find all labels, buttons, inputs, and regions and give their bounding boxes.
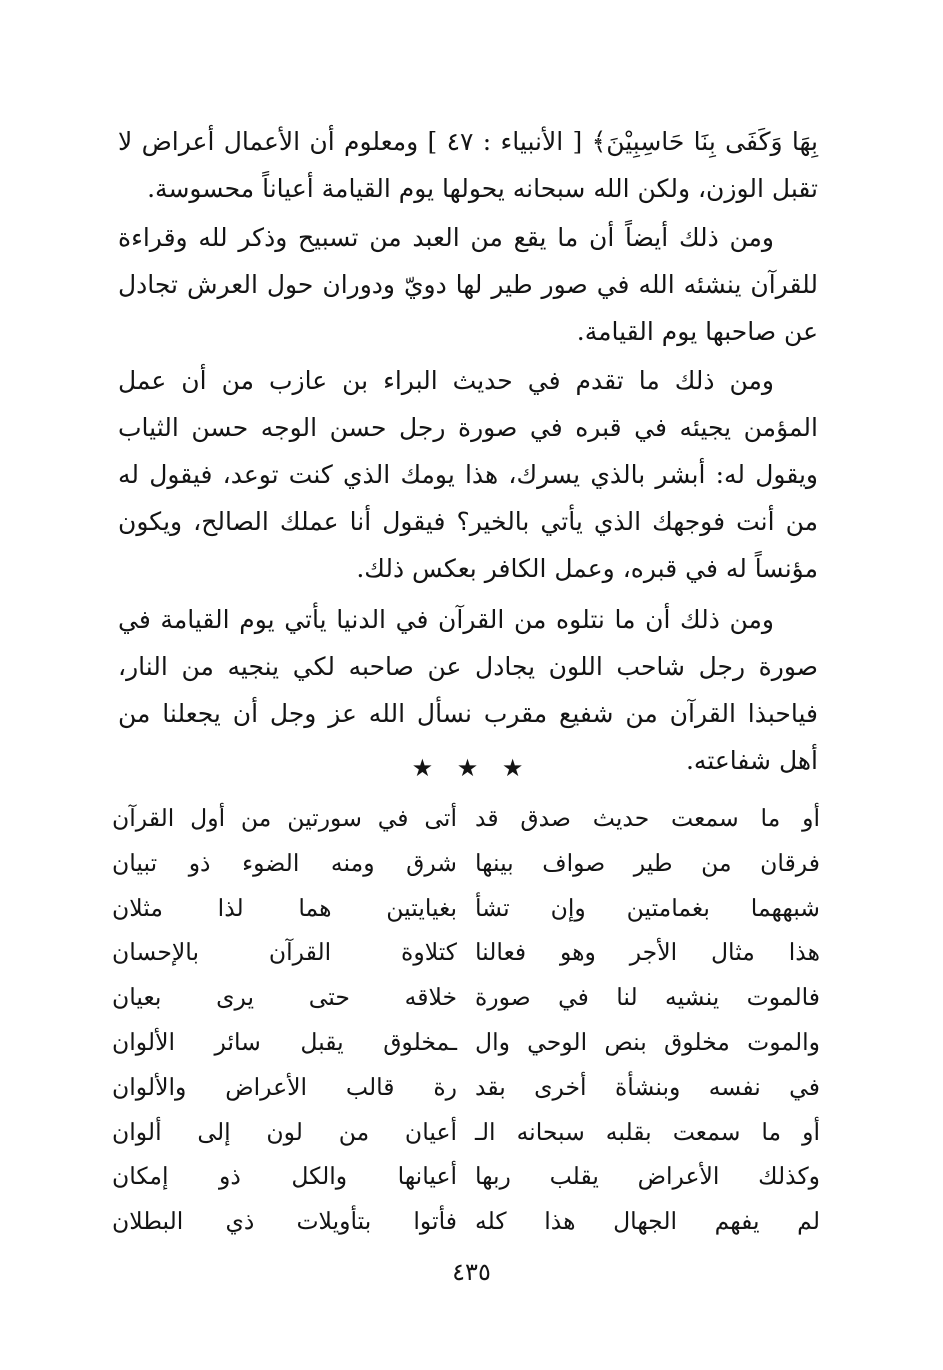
paragraph-4: ومن ذلك أن ما نتلوه من القرآن في الدنيا يأتي يوم القيامة في صورة رجل شاحب اللون يجادل عن صاحبه لكي ينجيه من النار، فياحبذا القرآن من شفيع مقرب نسأل الله عز وجل أن يجعلنا من أهل شفاعته. (118, 605, 818, 775)
verse (112, 1020, 820, 1065)
verse-second-hemistich: ـمخلوق يقبل سائر الألوان (112, 1027, 457, 1056)
verse-second-hemistich: أعيانها والكل ذو إمكان (112, 1162, 457, 1191)
verse-second-hemistich: خلاقه حتى يرى بعيان (112, 983, 457, 1012)
verse (112, 975, 820, 1020)
verse-second-hemistich: شرق ومنه الضوء ذو تبيان (112, 848, 457, 877)
verse (112, 841, 820, 886)
verse-first-hemistich: فرقان من طير صواف بينها (475, 848, 820, 877)
paragraph-1: بِهَا وَكَفَى بِنَا حَاسِبِيْنَ﴾ [ الأنبياء : ٤٧ ] ومعلوم أن الأعمال أعراض لا تقبل الوزن، ولكن الله سبحانه يحولها يوم القيامة أعياناً محسوسة. (118, 127, 818, 203)
verse-second-hemistich: أعيان من لون إلى ألوان (112, 1117, 457, 1146)
verse-second-hemistich: رة قالب الأعراض والألوان (112, 1072, 457, 1101)
section-separator: ★ ★ ★ (411, 754, 532, 782)
verse-second-hemistich: بغيايتين هما لذا مثلان (112, 893, 457, 922)
verse-first-hemistich: لم يفهم الجهال هذا كله (475, 1207, 820, 1236)
verse-first-hemistich: فالموت ينشيه لنا في صورة (475, 983, 820, 1012)
verse (112, 1199, 820, 1244)
verse-first-hemistich: أو ما سمعت بقلبه سبحانه الـ (475, 1117, 820, 1146)
verse (112, 886, 820, 931)
verse-first-hemistich: والموت مخلوق بنص الوحي وال (475, 1027, 820, 1056)
verse (112, 796, 820, 841)
verse-first-hemistich: وكذلك الأعراض يقلب ربها (475, 1162, 820, 1191)
verse (112, 1154, 820, 1199)
paragraph-2: ومن ذلك أيضاً أن ما يقع من العبد من تسبيح وذكر لله وقراءة للقرآن ينشئه الله في صور طير لها دويّ ودوران حول العرش تجادل عن صاحبها يوم القيامة. (118, 223, 818, 346)
verse-second-hemistich: أتى في سورتين من أول القرآن (112, 804, 457, 832)
page-number: ٤٣٥ (452, 1258, 491, 1286)
verse (112, 1065, 820, 1110)
verse-second-hemistich: فأتوا بتأويلات ذي البطلان (112, 1207, 457, 1236)
verse (112, 1110, 820, 1155)
verse (112, 930, 820, 975)
verse-first-hemistich: هذا مثال الأجر وهو فعالنا (475, 938, 820, 967)
poem (112, 796, 820, 1244)
verse-first-hemistich: شبههما بغمامتين وإن تشأ (475, 893, 820, 922)
verse-first-hemistich: في نفسه وبنشأة أخرى بقد (475, 1072, 820, 1101)
paragraph-3: ومن ذلك ما تقدم في حديث البراء بن عازب من أن عمل المؤمن يجيئه في قبره في صورة رجل حسن الوجه حسن الثياب ويقول له: أبشر بالذي يسرك، هذا يومك الذي كنت توعد، فيقول له من أنت فوجهك الذي يأتي بالخير؟ فيقول أنا عملك الصالح، ويكون مؤنساً له في قبره، وعمل الكافر بعكس ذلك. (118, 366, 818, 583)
verse-second-hemistich: كتلاوة القرآن بالإحسان (112, 938, 457, 967)
verse-first-hemistich: أو ما سمعت حديث صدق قد (475, 804, 820, 832)
